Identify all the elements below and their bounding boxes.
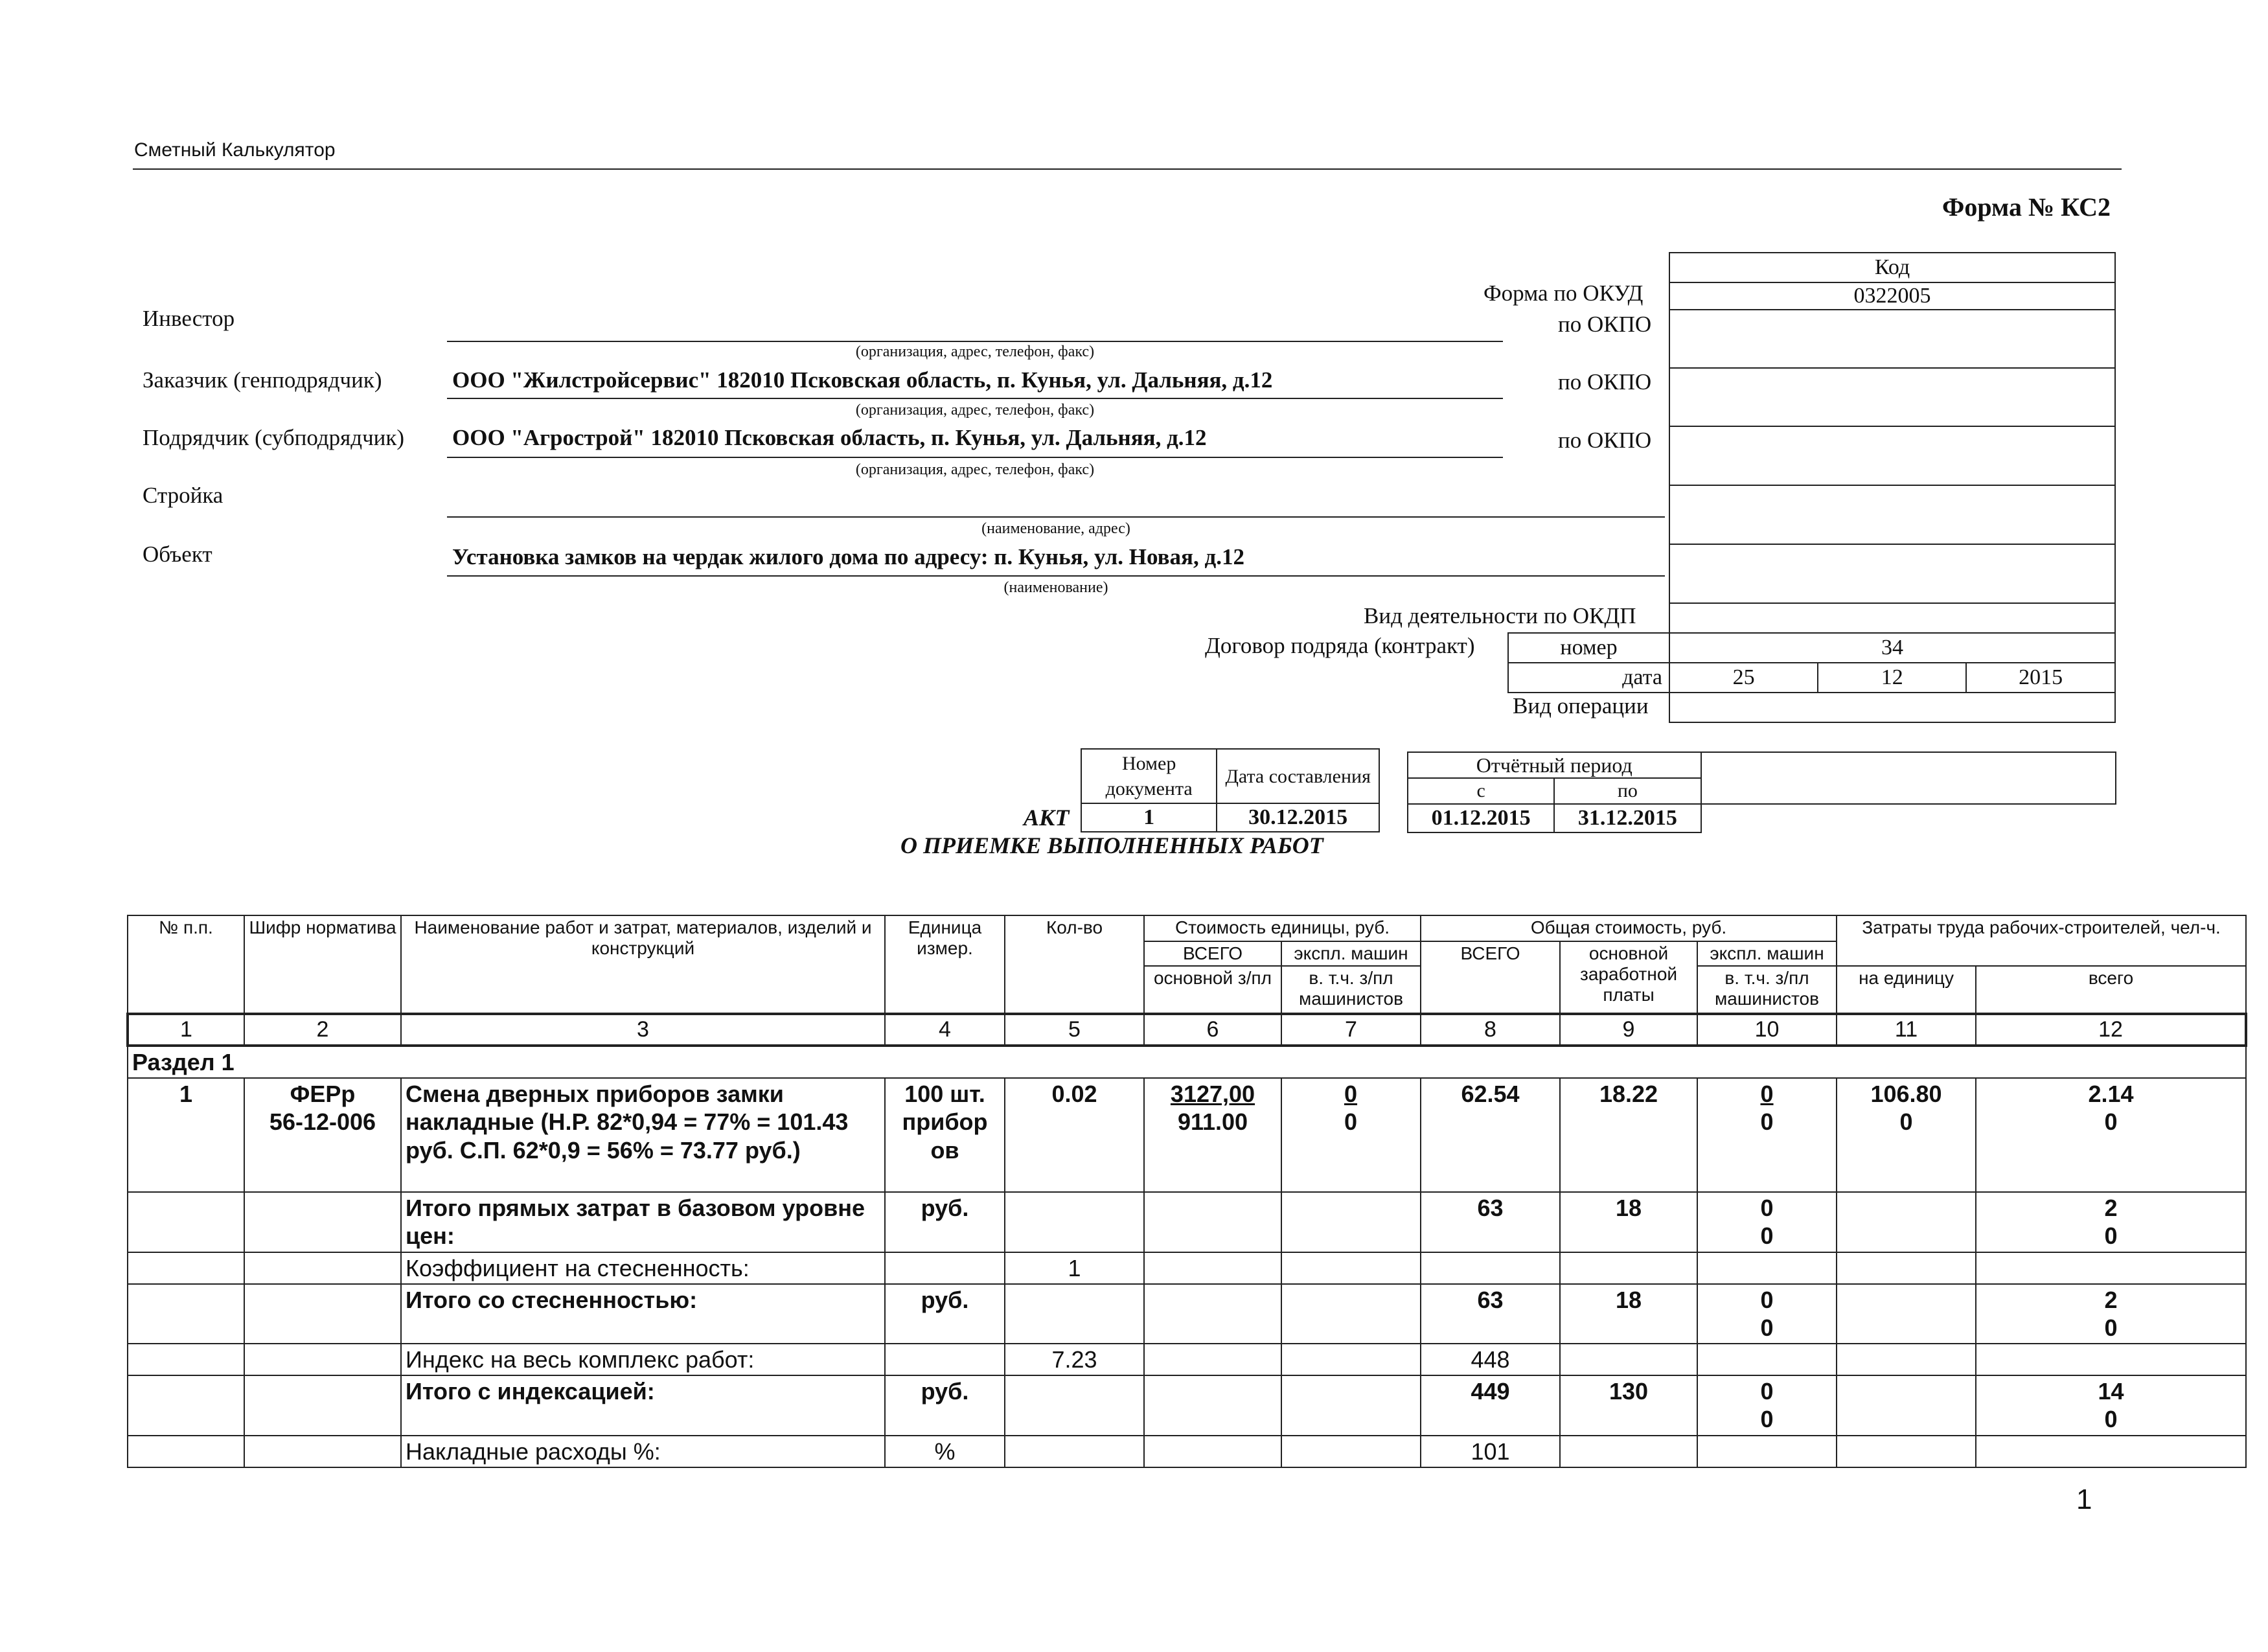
item-total-all: 62.54 <box>1421 1078 1560 1192</box>
row-mach <box>1697 1192 1837 1252</box>
okpo-contractor-code[interactable] <box>1669 426 2115 485</box>
h-all2: ВСЕГО <box>1421 941 1560 1014</box>
blank-cell <box>244 1284 401 1344</box>
caption: (наименование, адрес) <box>981 520 1130 537</box>
blank-cell <box>1144 1436 1281 1467</box>
row-all: 63 <box>1421 1192 1560 1252</box>
blank-cell <box>1837 1344 1976 1375</box>
row-labor <box>1976 1192 2246 1252</box>
contract-date-month[interactable]: 12 <box>1818 663 1966 693</box>
contractor-value: ООО "Агрострой" 182010 Псковская область, п. Кунья, ул. Дальняя, д.12 <box>452 425 1207 450</box>
item-unit-all: 3127,00 <box>1170 1081 1255 1108</box>
blank-cell <box>1837 1375 1976 1435</box>
page-number: 1 <box>2076 1484 2092 1515</box>
row-labor <box>1976 1436 2246 1467</box>
row-labor <box>1976 1375 2246 1435</box>
row-mach-val: 0 <box>1760 1195 1774 1222</box>
item-unit-mach-val: 0 <box>1344 1081 1358 1108</box>
h-labor: Затраты труда рабочих-строителей, чел-ч. <box>1837 915 2246 966</box>
investor-line <box>447 341 1503 342</box>
object-line <box>447 575 1665 577</box>
doc-table <box>1081 748 1380 832</box>
operation-code[interactable] <box>1669 693 2115 722</box>
row-name: Накладные расходы %: <box>401 1436 885 1467</box>
okud-code[interactable]: 0322005 <box>1669 282 2115 310</box>
row-basic: 18 <box>1560 1284 1697 1344</box>
blank-cell <box>1281 1284 1421 1344</box>
row-all <box>1421 1252 1560 1284</box>
blank-cell <box>128 1192 244 1252</box>
act-title: О ПРИЕМКЕ ВЫПОЛНЕННЫХ РАБОТ <box>900 832 1323 858</box>
period-blank <box>1701 752 2116 804</box>
h-incl-wage2: в. т.ч. з/пл машинистов <box>1697 966 1837 1014</box>
caption: (организация, адрес, телефон, факс) <box>855 402 1095 419</box>
row-labor2: 0 <box>2104 1222 2118 1250</box>
item-labor-unit-val: 106.80 <box>1870 1081 1942 1108</box>
row-labor-val: 2 <box>2104 1286 2118 1313</box>
col-num: 4 <box>885 1014 1005 1046</box>
h-code: Шифр норматива <box>244 915 401 1014</box>
caption: (организация, адрес, телефон, факс) <box>855 461 1095 478</box>
h-basic-wage2: основной заработной платы <box>1560 941 1697 1014</box>
contract-date-day[interactable]: 25 <box>1669 663 1818 693</box>
table-row <box>128 1375 2246 1435</box>
blank-cell <box>244 1252 401 1284</box>
caption: (организация, адрес, телефон, факс) <box>855 343 1095 360</box>
item-qty: 0.02 <box>1005 1078 1144 1192</box>
row-labor2: 0 <box>2104 1314 2118 1341</box>
row-mach-val: 0 <box>1760 1286 1774 1313</box>
item-code-line1: ФЕРр <box>290 1081 356 1108</box>
contract-number-label: номер <box>1508 633 1669 663</box>
row-labor <box>1976 1284 2246 1344</box>
row-name: Итого со стесненностью: <box>401 1284 885 1344</box>
row-labor-val: 14 <box>2098 1378 2124 1405</box>
blank-cell <box>128 1436 244 1467</box>
col-num: 5 <box>1005 1014 1144 1046</box>
blank-cell <box>128 1344 244 1375</box>
col-num: 2 <box>244 1014 401 1046</box>
blank-cell <box>1144 1375 1281 1435</box>
item-labor-total2: 0 <box>2104 1108 2118 1136</box>
period-to-label: по <box>1554 778 1701 804</box>
h-per-unit: на единицу <box>1837 966 1976 1014</box>
blank-cell <box>1144 1252 1281 1284</box>
site-code[interactable] <box>1669 485 2115 544</box>
col-num: 1 <box>128 1014 244 1046</box>
row-unit: руб. <box>885 1284 1005 1344</box>
h-name: Наименование работ и затрат, материалов, изделий и конструкций <box>401 915 885 1014</box>
object-value: Установка замков на чердак жилого дома по адресу: п. Кунья, ул. Новая, д.12 <box>452 544 1244 569</box>
item-total-mach-val: 0 <box>1760 1081 1774 1108</box>
row-basic: 130 <box>1560 1375 1697 1435</box>
site-label: Стройка <box>143 483 223 508</box>
app-title: Сметный Калькулятор <box>134 139 336 161</box>
col-num: 10 <box>1697 1014 1837 1046</box>
contract-number[interactable]: 34 <box>1669 633 2115 663</box>
row-name: Итого прямых затрат в базовом уровне цен: <box>401 1192 885 1252</box>
period-empty <box>1701 804 2116 832</box>
blank-cell <box>1144 1344 1281 1375</box>
okud-label: Форма по ОКУД <box>1483 281 1644 306</box>
h-unit: Единица измер. <box>885 915 1005 1014</box>
item-total-basic: 18.22 <box>1560 1078 1697 1192</box>
row-basic <box>1560 1344 1697 1375</box>
item-labor-unit <box>1837 1078 1976 1192</box>
header-rule <box>133 168 2122 170</box>
blank-cell <box>1281 1192 1421 1252</box>
row-mach <box>1697 1436 1837 1467</box>
col-num: 8 <box>1421 1014 1560 1046</box>
customer-line <box>447 398 1503 399</box>
period-table <box>1407 751 2116 833</box>
row-name: Индекс на весь комплекс работ: <box>401 1344 885 1375</box>
okdp-code[interactable] <box>1669 603 2115 633</box>
section-title: Раздел 1 <box>128 1046 2246 1078</box>
row-all: 449 <box>1421 1375 1560 1435</box>
table-row <box>128 1252 2246 1284</box>
item-total-mach-wage: 0 <box>1760 1108 1774 1136</box>
item-unit-mach <box>1281 1078 1421 1192</box>
row-unit: руб. <box>885 1192 1005 1252</box>
blank-cell <box>1281 1436 1421 1467</box>
row-unit <box>885 1344 1005 1375</box>
site-line <box>447 516 1665 518</box>
row-unit <box>885 1252 1005 1284</box>
row-mach-val: 0 <box>1760 1378 1774 1405</box>
item-unit-mach-wage: 0 <box>1344 1108 1358 1136</box>
row-mach <box>1697 1284 1837 1344</box>
contract-box <box>1507 632 1670 693</box>
doc-number: 1 <box>1081 803 1217 832</box>
customer-value: ООО "Жилстройсервис" 182010 Псковская область, п. Кунья, ул. Дальняя, д.12 <box>452 367 1273 393</box>
col-num: 7 <box>1281 1014 1421 1046</box>
col-num: 12 <box>1976 1014 2246 1046</box>
row-qty <box>1005 1192 1144 1252</box>
investor-label: Инвестор <box>143 306 235 331</box>
blank-cell <box>1144 1192 1281 1252</box>
col-num: 6 <box>1144 1014 1281 1046</box>
act-label: АКТ <box>1024 805 1070 831</box>
row-basic <box>1560 1252 1697 1284</box>
row-unit: % <box>885 1436 1005 1467</box>
doc-number-header: Номер документа <box>1081 749 1217 803</box>
col-num: 3 <box>401 1014 885 1046</box>
period-header: Отчётный период <box>1408 752 1701 778</box>
h-basic-wage: основной з/пл <box>1144 966 1281 1014</box>
row-name: Коэффициент на стесненность: <box>401 1252 885 1284</box>
blank-cell <box>244 1344 401 1375</box>
h-qty: Кол-во <box>1005 915 1144 1014</box>
object-code[interactable] <box>1669 544 2115 603</box>
blank-cell <box>128 1375 244 1435</box>
blank-cell <box>128 1252 244 1284</box>
blank-cell <box>1281 1252 1421 1284</box>
row-mach <box>1697 1375 1837 1435</box>
contract-date-label: дата <box>1508 663 1669 693</box>
item-unit-cost <box>1144 1078 1281 1192</box>
col-num: 11 <box>1837 1014 1976 1046</box>
h-mach2: экспл. машин <box>1697 941 1837 966</box>
row-mach2: 0 <box>1760 1314 1774 1341</box>
row-qty <box>1005 1284 1144 1344</box>
customer-label: Заказчик (генподрядчик) <box>143 367 382 393</box>
blank-cell <box>1837 1284 1976 1344</box>
blank-cell <box>244 1375 401 1435</box>
row-qty: 1 <box>1005 1252 1144 1284</box>
code-header: Код <box>1669 253 2115 282</box>
blank-cell <box>244 1436 401 1467</box>
row-basic <box>1560 1436 1697 1467</box>
okpo-investor-code[interactable] <box>1669 310 2115 368</box>
item-total-mach <box>1697 1078 1837 1192</box>
doc-date: 30.12.2015 <box>1217 803 1379 832</box>
row-labor2: 0 <box>2104 1406 2118 1433</box>
code-box <box>1669 252 2116 723</box>
contract-date-year[interactable]: 2015 <box>1966 663 2115 693</box>
blank-cell <box>1144 1284 1281 1344</box>
okpo-label: по ОКПО <box>1558 312 1652 337</box>
h-unit-cost: Стоимость единицы, руб. <box>1144 915 1421 941</box>
row-unit: руб. <box>885 1375 1005 1435</box>
h-all: ВСЕГО <box>1144 941 1281 966</box>
h-no: № п.п. <box>128 915 244 1014</box>
row-mach <box>1697 1252 1837 1284</box>
blank-cell <box>244 1192 401 1252</box>
row-labor <box>1976 1252 2246 1284</box>
h-mach: экспл. машин <box>1281 941 1421 966</box>
table-row <box>128 1436 2246 1467</box>
blank-cell <box>128 1284 244 1344</box>
column-numbers-row <box>128 1014 2246 1046</box>
row-name: Итого с индексацией: <box>401 1375 885 1435</box>
okpo-label: по ОКПО <box>1558 369 1652 395</box>
period-from-label: с <box>1408 778 1554 804</box>
okpo-label: по ОКПО <box>1558 428 1652 453</box>
blank-cell <box>1281 1344 1421 1375</box>
row-labor <box>1976 1344 2246 1375</box>
item-labor-unit2: 0 <box>1899 1108 1913 1136</box>
item-name: Смена дверных приборов замки накладные (Н.Р. 82*0,94 = 77% = 101.43 руб. С.П. 62*0,9 = 56% = 73.77 руб.) <box>401 1078 885 1192</box>
okdp-label: Вид деятельности по ОКДП <box>1364 603 1636 628</box>
item-code <box>244 1078 401 1192</box>
table-row <box>128 1192 2246 1252</box>
period-to: 31.12.2015 <box>1554 804 1701 832</box>
operation-label: Вид операции <box>1513 693 1649 718</box>
table-row <box>128 1078 2246 1192</box>
blank-cell <box>1281 1375 1421 1435</box>
row-all: 63 <box>1421 1284 1560 1344</box>
works-table <box>126 915 2247 1468</box>
item-code-line2: 56-12-006 <box>269 1108 376 1136</box>
doc-date-header: Дата составления <box>1217 749 1379 803</box>
item-no: 1 <box>128 1078 244 1192</box>
row-mach2: 0 <box>1760 1406 1774 1433</box>
form-number: Форма № КС2 <box>1942 192 2111 222</box>
blank-cell <box>1837 1436 1976 1467</box>
h-total: всего <box>1976 966 2246 1014</box>
row-qty: 7.23 <box>1005 1344 1144 1375</box>
item-labor-total <box>1976 1078 2246 1192</box>
row-basic: 18 <box>1560 1192 1697 1252</box>
blank-cell <box>1837 1192 1976 1252</box>
item-unit: 100 шт. прибор ов <box>885 1078 1005 1192</box>
table-row <box>128 1284 2246 1344</box>
row-mach2: 0 <box>1760 1222 1774 1250</box>
contractor-label: Подрядчик (субподрядчик) <box>143 425 405 450</box>
contractor-line <box>447 457 1503 458</box>
item-unit-basic: 911.00 <box>1177 1108 1248 1136</box>
row-all: 448 <box>1421 1344 1560 1375</box>
row-labor-val: 2 <box>2104 1195 2118 1222</box>
col-num: 9 <box>1560 1014 1697 1046</box>
row-mach <box>1697 1344 1837 1375</box>
h-incl-wage: в. т.ч. з/пл машинистов <box>1281 966 1421 1014</box>
caption: (наименование) <box>1003 579 1108 596</box>
blank-cell <box>1837 1252 1976 1284</box>
object-label: Объект <box>143 542 212 567</box>
contract-label: Договор подряда (контракт) <box>1205 633 1475 658</box>
item-labor-total-val: 2.14 <box>2088 1081 2134 1108</box>
row-qty <box>1005 1436 1144 1467</box>
row-qty <box>1005 1375 1144 1435</box>
period-from: 01.12.2015 <box>1408 804 1554 832</box>
h-total-cost: Общая стоимость, руб. <box>1421 915 1837 941</box>
okpo-customer-code[interactable] <box>1669 368 2115 426</box>
table-row <box>128 1344 2246 1375</box>
row-all: 101 <box>1421 1436 1560 1467</box>
